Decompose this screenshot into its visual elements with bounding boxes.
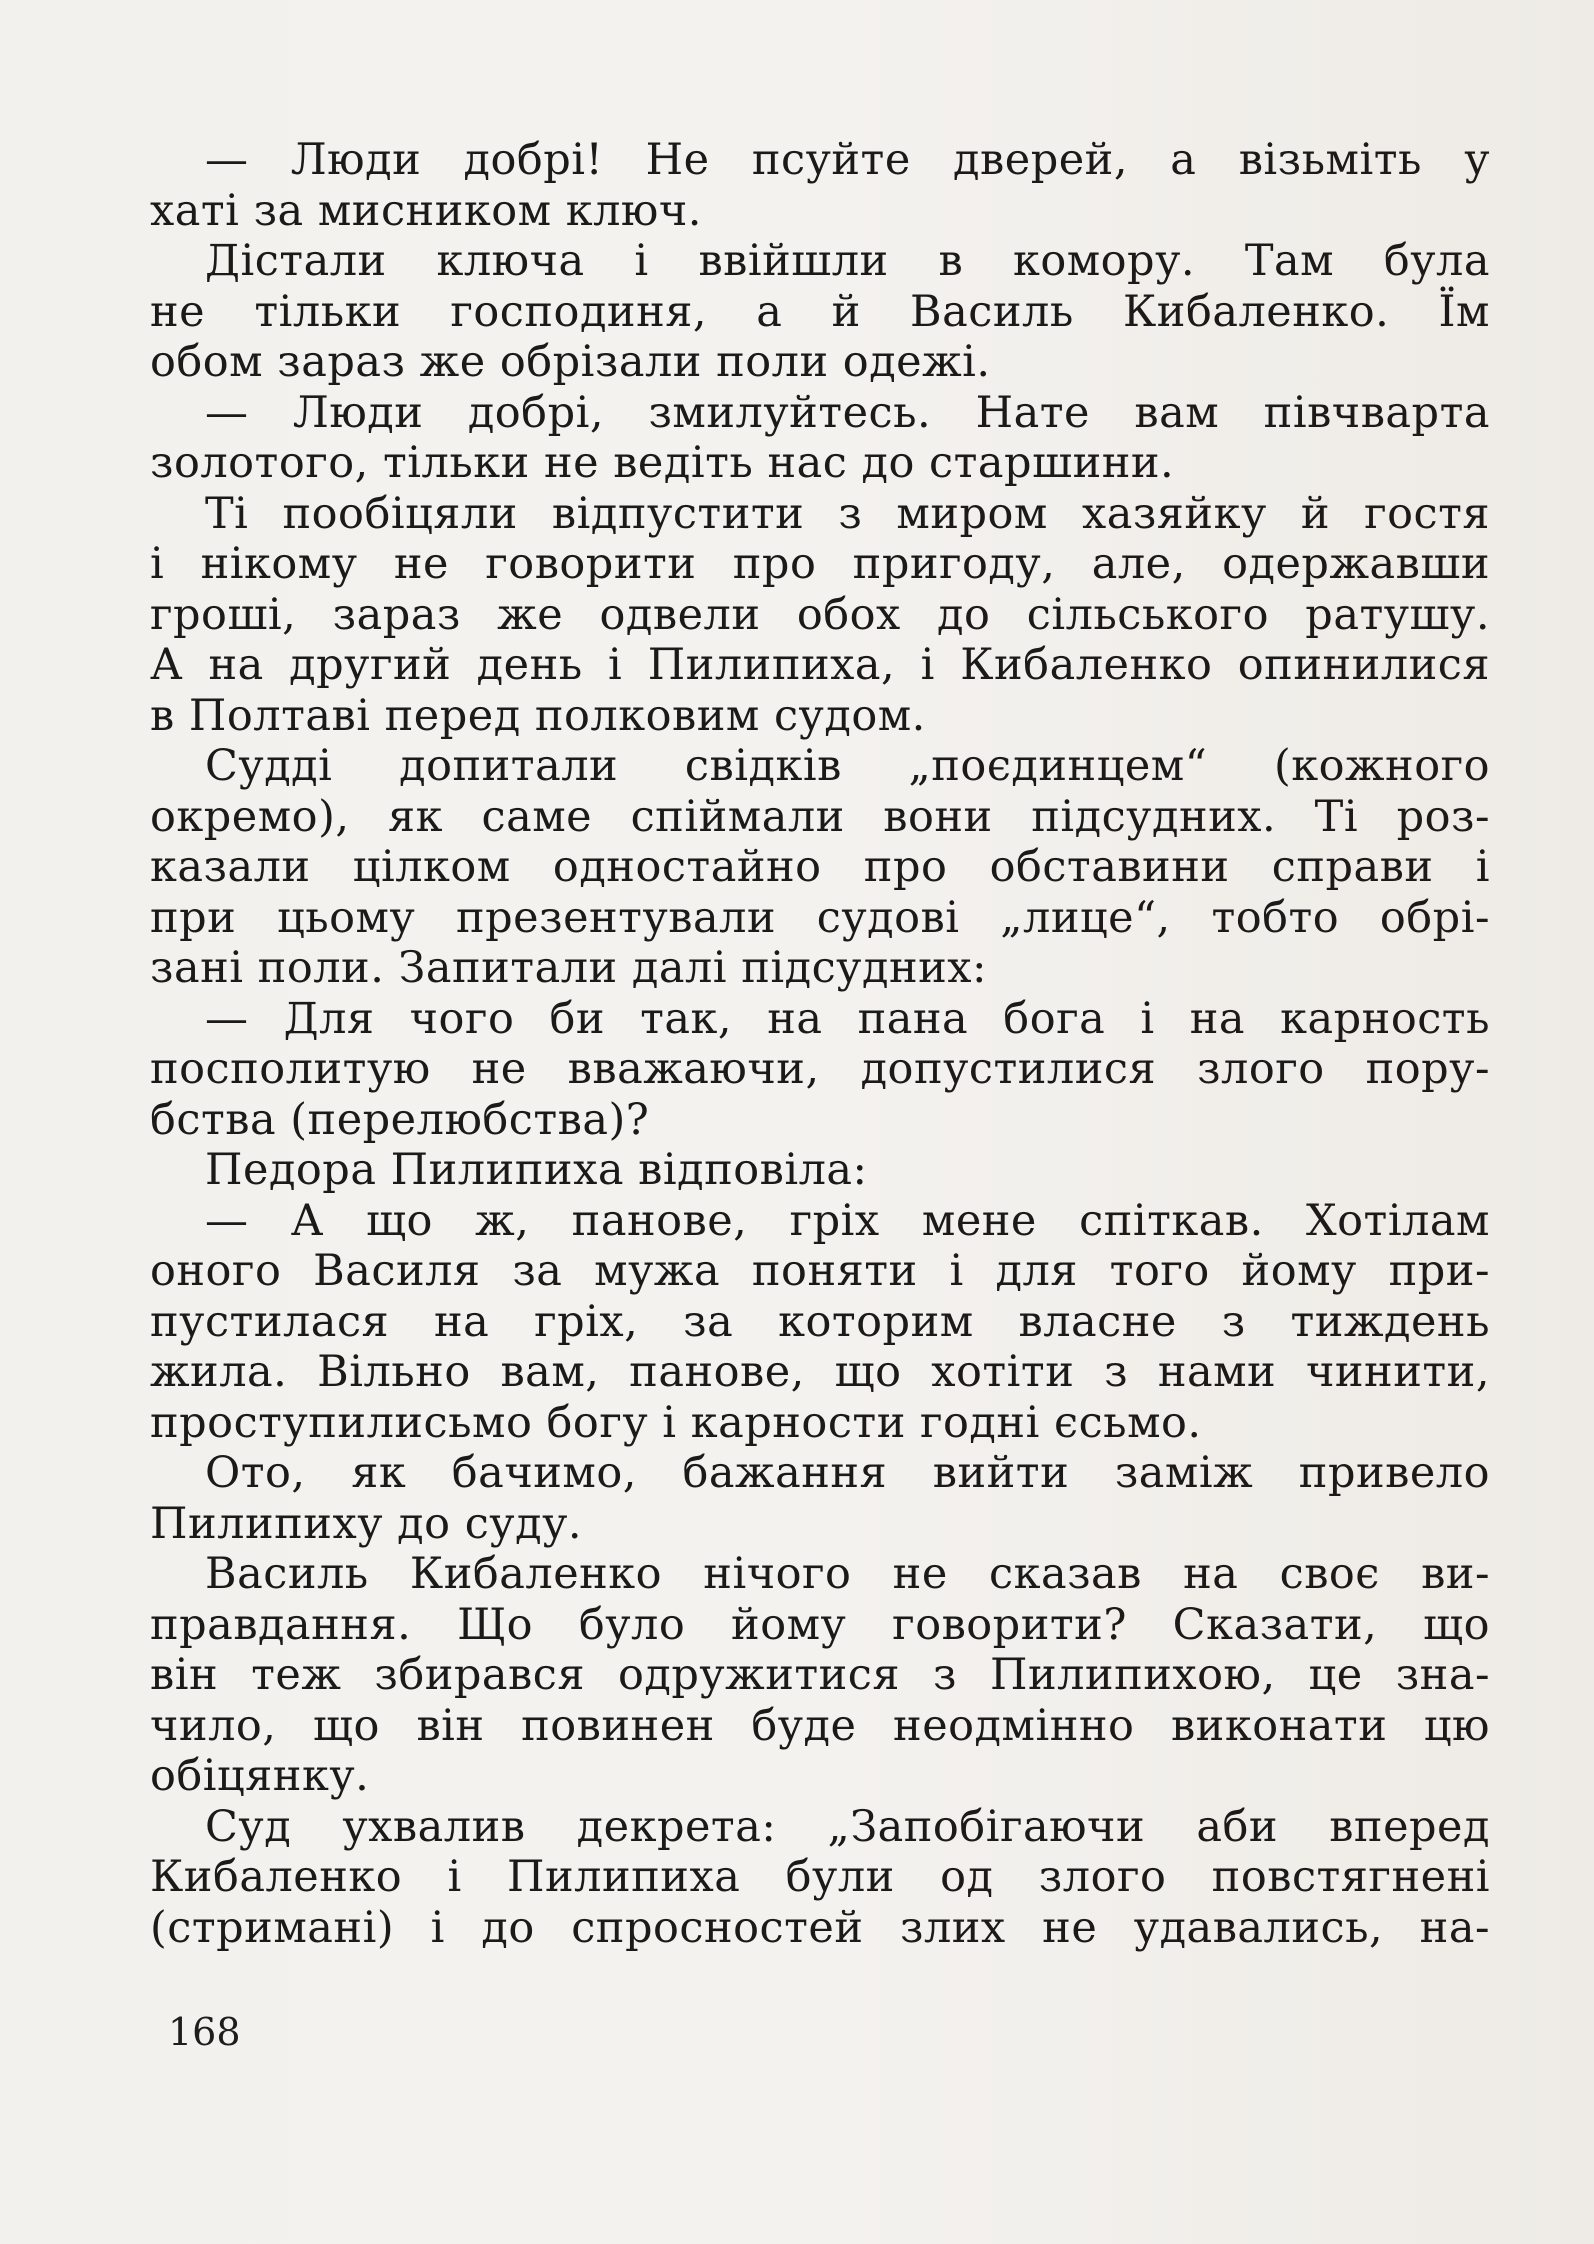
text-line: зані поли. Запитали далі підсудних:: [150, 943, 987, 993]
text-line: чило, що він повинен буде неодмінно виконати цю: [150, 1700, 1490, 1751]
text-line: золотого, тільки не ведіть нас до старшини.: [150, 438, 1175, 488]
text-line: не тільки господиня, а й Василь Кибаленко. Їм: [150, 286, 1490, 337]
text-line: Дістали ключа і ввійшли в комору. Там була: [205, 236, 1490, 286]
text-line: пустилася на гріх, за которим власне з тиждень: [150, 1296, 1490, 1347]
text-line: А на другий день і Пилипиха, і Кибаленко опинилися: [150, 640, 1490, 690]
text-line: він теж збирався одружитися з Пилипихою, це зна-: [150, 1650, 1490, 1700]
text-line: (стримані) і до спросностей злих не удавались, на-: [150, 1902, 1490, 1953]
text-line: Василь Кибаленко нічого не сказав на своє ви-: [205, 1549, 1490, 1599]
text-line: обіцянку.: [150, 1751, 370, 1801]
text-line: хаті за мисником ключ.: [150, 185, 702, 236]
text-line: бства (перелюбства)?: [150, 1094, 650, 1145]
text-line: окремо), як саме спіймали вони підсудних. Ті роз-: [150, 791, 1490, 842]
text-line: оного Василя за мужа поняти і для того йому при-: [150, 1246, 1490, 1296]
text-line: посполитую не вважаючи, допустилися злого пору-: [150, 1044, 1490, 1094]
text-line: жила. Вільно вам, панове, що хотіти з нами чинити,: [150, 1347, 1490, 1397]
text-line: Ото, як бачимо, бажання вийти заміж привело: [205, 1448, 1490, 1498]
text-line: Суд ухвалив декрета: „Запобігаючи аби вперед: [205, 1801, 1490, 1852]
text-line: в Полтаві перед полковим судом.: [150, 690, 926, 741]
text-line: обом зараз же обрізали поли одежі.: [150, 337, 991, 387]
text-line: правдання. Що було йому говорити? Сказати, що: [150, 1599, 1490, 1650]
text-line: і нікому не говорити про пригоду, але, одержавши: [150, 539, 1490, 589]
text-line: гроші, зараз же одвели обох до сільського ратушу.: [150, 589, 1490, 640]
body-text: [150, 135, 1490, 1953]
text-line: при цьому презентували судові „лице“, тобто обрі-: [150, 892, 1490, 943]
text-line: Ті пообіцяли відпустити з миром хазяйку й гостя: [205, 488, 1490, 539]
text-line: проступилисьмо богу і карности годні єсьмо.: [150, 1397, 1202, 1448]
text-line: Судді допитали свідків „поєдинцем“ (кожного: [205, 741, 1490, 791]
text-line: Пилипиху до суду.: [150, 1498, 583, 1549]
page-number: 168: [168, 2010, 241, 2054]
text-line: казали цілком одностайно про обставини справи і: [150, 842, 1490, 892]
text-line: — Для чого би так, на пана бога і на карность: [205, 993, 1490, 1044]
text-line: — Люди добрі, змилуйтесь. Нате вам півчварта: [205, 387, 1490, 438]
text-line: Кибаленко і Пилипиха були од злого повстягнені: [150, 1852, 1490, 1902]
text-line: Педора Пилипиха відповіла:: [205, 1145, 868, 1195]
text-line: — А що ж, панове, гріх мене спіткав. Хотілам: [205, 1195, 1490, 1246]
text-line: — Люди добрі! Не псуйте дверей, а візьміть у: [205, 135, 1490, 185]
